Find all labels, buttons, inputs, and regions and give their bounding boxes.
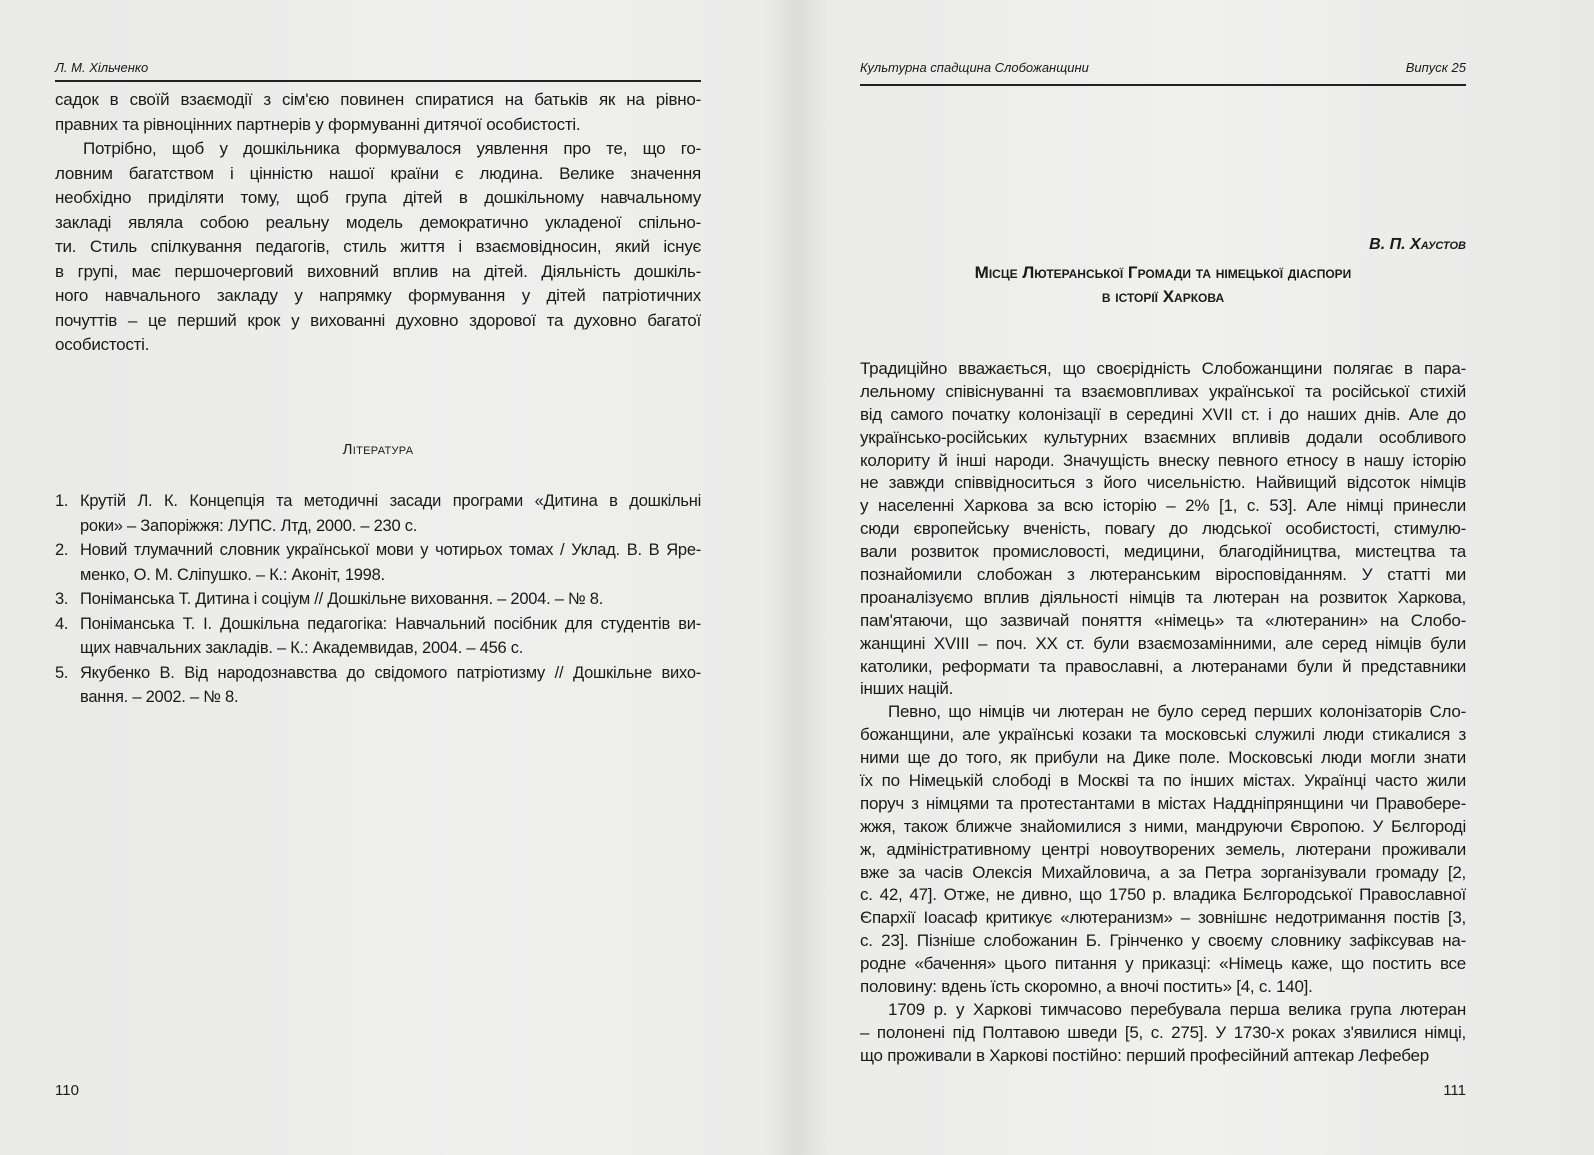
text-line: закладі являла собою реальну модель демократично укладеної спільно-: [55, 212, 701, 232]
body-text: [55, 88, 701, 358]
title-line: в історії Харкова: [1101, 287, 1225, 306]
text-line: ними ще до того, як прибули на Дике поле. Московські люди могли знати: [860, 748, 1466, 768]
text-line: що проживали в Харкові постійно: перший професійний аптекар Лефебер: [860, 1045, 1429, 1065]
text-line: – полонені під Полтавою шведи [5, с. 275]. У 1730-х роках з'явилися німці,: [860, 1022, 1466, 1042]
left-page: [55, 0, 701, 1155]
text-line: їх по Німецькій слободі в Москві та по інших містах. Українці часто жили: [860, 771, 1466, 791]
text-line: у населенні Харкова за всю історію – 2% [1, с. 53]. Але німці принесли: [860, 496, 1466, 516]
reference-text: менко, О. М. Сліпушко. – К.: Аконіт, 1998.: [80, 565, 385, 584]
text-line: поруч з німцями та протестантами в містах Наддніпрянщини чи Правобере-: [860, 793, 1466, 813]
reference-line: [55, 661, 701, 686]
text-line: почуттів – це перший крок у вихованні духовно здорової та духовно багатої: [55, 310, 701, 330]
text-line: необхідно приділяти тому, щоб група дітей в дошкільному навчальному: [55, 188, 701, 207]
text-line: садок в своїй взаємодії з сім'єю повинен спиратися на батьків як на рівно-: [55, 90, 701, 109]
reference-line: [55, 563, 701, 588]
article-body: [860, 358, 1466, 1068]
running-head-author: Л. М. Хільченко: [55, 60, 149, 75]
text-line: познайомили слобожан з лютеранським віросповіданням. У статті ми: [860, 565, 1466, 585]
literature-heading: Література: [342, 441, 414, 458]
text-line: с. 23]. Пізніше слобожанин Б. Грінченко у своєму словнику зафіксував на-: [860, 931, 1466, 951]
text-line: Єпархії Іоасаф критикує «лютеранизм» – зовнішнє недотримання постів [3,: [860, 908, 1466, 928]
text-line: католики, реформати та православні, а лютеранами були й представники: [860, 656, 1466, 676]
reference-text: Крутій Л. К. Концепція та методичні засади програми «Дитина в дошкільні: [80, 492, 701, 510]
text-line: вже за часів Олексія Михайловича, а за Петра зорганізували громаду [2,: [860, 862, 1466, 882]
reference-line: [55, 587, 701, 612]
page-number: 110: [55, 1082, 79, 1099]
text-line: правних та рівноцінних партнерів у формуванні дитячої особистості.: [55, 114, 581, 134]
reference-text: Поніманська Т. І. Дошкільна педагогіка: Навчальний посібник для студентів ви-: [80, 614, 701, 633]
text-line: ж, адміністративному центрі новоутворених земель, лютерани проживали: [860, 839, 1466, 859]
reference-line: [55, 514, 701, 539]
reference-list: [55, 489, 701, 710]
text-line: с. 42, 47]. Отже, не дивно, що 1750 р. владика Бєлгородської Православної: [860, 885, 1466, 905]
reference-text: Новий тлумачний словник української мови у чотирьох томах / Уклад. В. В Яре-: [80, 541, 701, 559]
text-line: ного навчального закладу у напрямку формування у дітей патріотичних: [55, 286, 701, 305]
reference-line: [55, 612, 701, 637]
reference-number: 2.: [55, 541, 69, 559]
text-line: в групі, має першочерговий виховний вплив на дітей. Діяльність дошкіль-: [55, 261, 701, 281]
reference-number: 3.: [55, 590, 69, 608]
reference-line: [55, 538, 701, 563]
running-head: [860, 60, 1466, 75]
header-rule: [55, 80, 701, 82]
reference-number: 4.: [55, 614, 69, 633]
text-line: жанщині XVIII – поч. XX ст. були взаємозамінними, але серед німців були: [860, 633, 1466, 653]
text-line: українсько-російських культурних взаємних впливів додали особливого: [860, 427, 1466, 447]
title-line: Місце Лютеранської Громади та німецької діаспори: [974, 263, 1352, 282]
text-line: пам'ятаючи, що зазвичай поняття «німець» та «лютеранин» на Слобо-: [860, 610, 1466, 630]
page-number: 111: [1443, 1082, 1466, 1099]
reference-number: 1.: [55, 492, 69, 510]
text-line: Певно, що німців чи лютеран не було серед перших колонізаторів Сло-: [888, 702, 1466, 722]
article-title: [860, 261, 1466, 309]
reference-text: щих навчальних закладів. – К.: Академвидав, 2004. – 456 с.: [80, 639, 524, 657]
running-head-journal: Культурна спадщина Слобожанщини: [860, 60, 1089, 75]
right-page: [860, 0, 1466, 1155]
running-head-issue: Випуск 25: [1405, 60, 1466, 75]
text-line: колориту й інші народи. Значущість внеску певного етносу в нашу історію: [860, 450, 1466, 470]
running-head: [55, 60, 701, 75]
text-line: лельному співіснуванні та взаємовпливах української та російської стихій: [860, 381, 1466, 401]
reference-number: 5.: [55, 663, 69, 682]
text-line: не завжди співвідноситься з його чисельністю. Найвищий відсоток німців: [860, 473, 1466, 493]
reference-text: Поніманська Т. Дитина і соціум // Дошкільне виховання. – 2004. – № 8.: [80, 590, 604, 608]
text-line: сюди європейську вченість, повагу до людської особистості, стимулю-: [860, 519, 1466, 539]
text-line: Потрібно, щоб у дошкільника формувалося уявлення про те, що го-: [83, 139, 701, 158]
text-line: проаналізуємо вплив діяльності німців та лютеран на розвиток Харкова,: [860, 587, 1466, 607]
text-line: божанщини, але українські козаки та московські служилі люди стикалися з: [860, 725, 1466, 745]
text-line: жжя, також ближче знайомилися з ними, мандруючи Європою. У Бєлгороді: [860, 816, 1466, 836]
text-line: Традиційно вважається, що своєрідність Слобожанщини полягає в пара-: [860, 359, 1466, 378]
text-line: родне «бачення» цього питання у приказці: «Німець каже, що постить все: [860, 954, 1466, 974]
reference-line: [55, 685, 701, 710]
text-line: вали розвиток промисловості, медицини, благодійництва, мистецтва та: [860, 542, 1466, 562]
article-author: В. П. Хаустов: [1369, 236, 1466, 253]
reference-line: [55, 489, 701, 514]
text-line: ти. Стиль спілкування педагогів, стиль життя і взаємовідносин, який існує: [55, 237, 701, 256]
text-line: від самого початку колонізації в середині XVII ст. і до наших днів. Але до: [860, 404, 1466, 424]
text-line: інших націй.: [860, 679, 954, 699]
text-line: особистості.: [55, 335, 150, 354]
reference-text: вання. – 2002. – № 8.: [80, 688, 239, 706]
text-line: половину: вдень їсть скоромно, а вночі постить» [4, с. 140].: [860, 977, 1313, 997]
header-rule: [860, 84, 1466, 86]
reference-text: Якубенко В. Від народознавства до свідомого патріотизму // Дошкільне вихо-: [80, 663, 701, 682]
text-line: ловним багатством і цінністю нашої країни є людина. Велике значення: [55, 163, 701, 183]
reference-line: [55, 636, 701, 661]
reference-text: роки» – Запоріжжя: ЛУПС. Лтд, 2000. – 230 с.: [80, 516, 418, 535]
text-line: 1709 р. у Харкові тимчасово перебувала перша велика група лютеран: [888, 999, 1466, 1019]
